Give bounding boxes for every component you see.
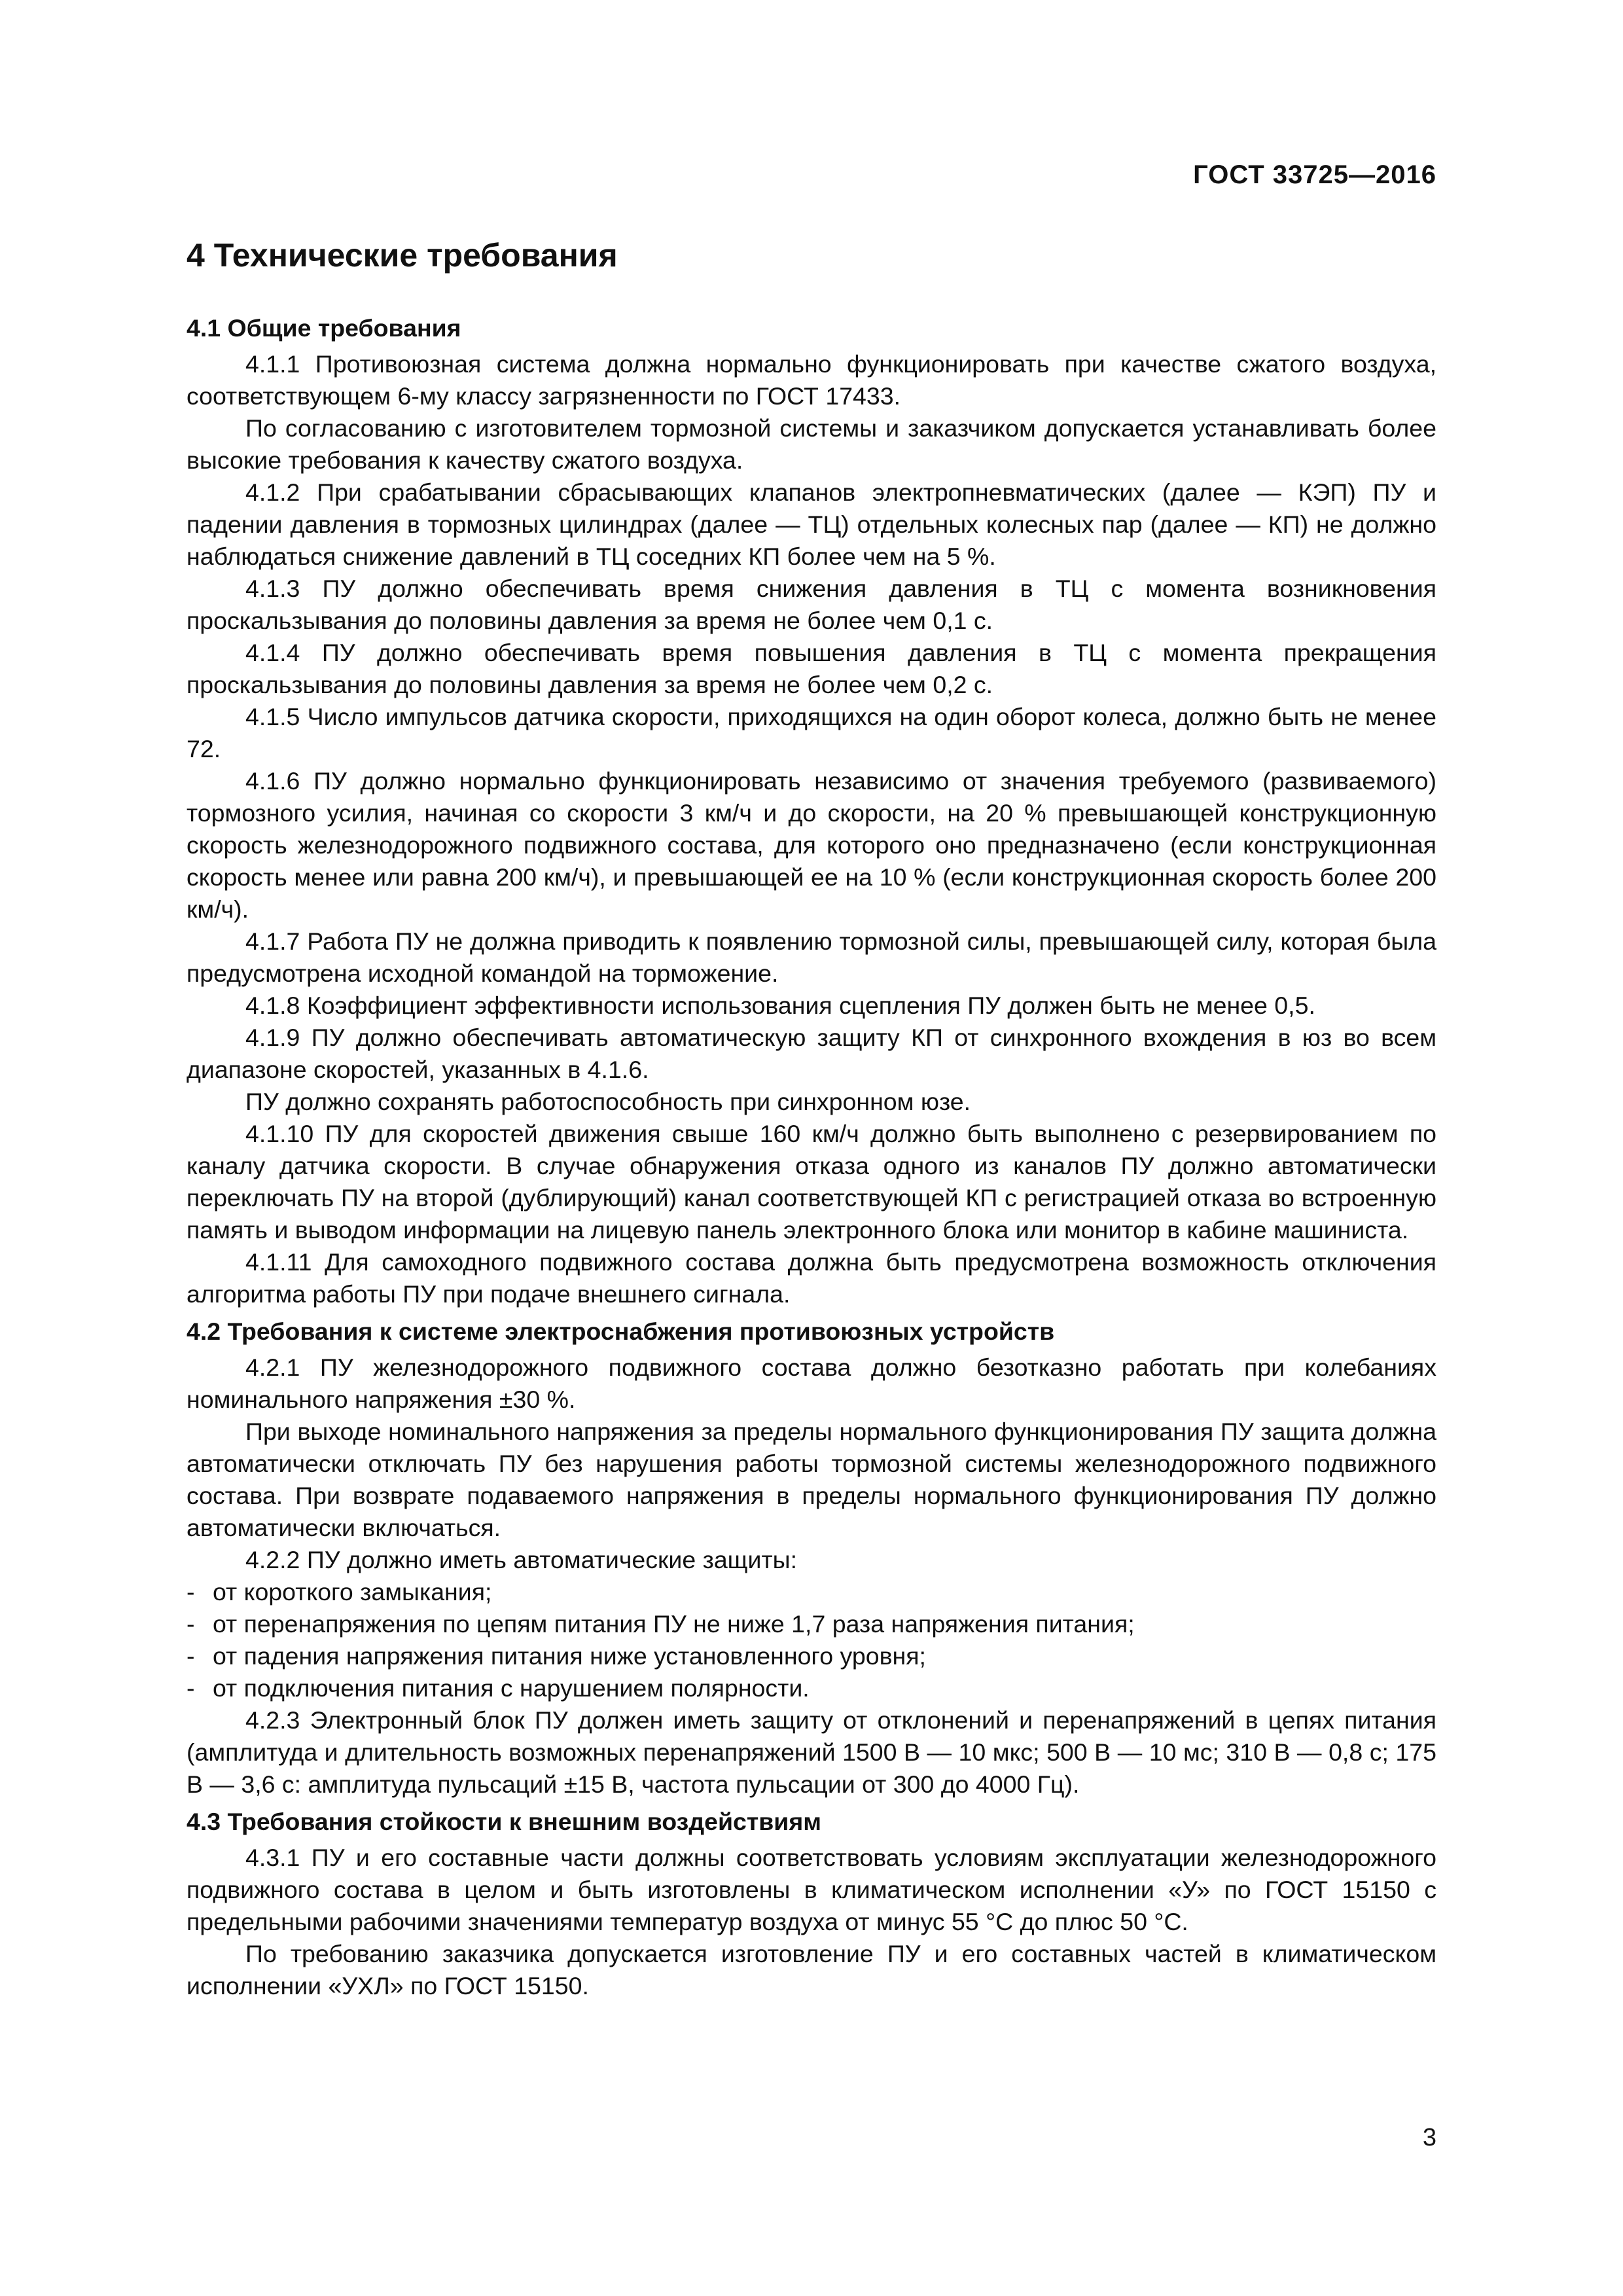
paragraph: По требованию заказчика допускается изготовление ПУ и его составных частей в климатическом исполнении «УХЛ» по ГОСТ 15150.	[187, 1940, 1436, 2000]
paragraph: 4.1.1 Противоюзная система должна нормально функционировать при качестве сжатого воздуха, соответствующем 6-му классу загрязненности по ГОСТ 17433.	[187, 350, 1436, 410]
paragraph: 4.1.5 Число импульсов датчика скорости, приходящихся на один оборот колеса, должно быть не менее 72.	[187, 703, 1436, 762]
paragraph: 4.1.10 ПУ для скоростей движения свыше 160 км/ч должно быть выполнено с резервированием по каналу датчика скорости. В случае обнаружения отказа одного из каналов ПУ должно автоматически переключать ПУ на второй (дублирующий) канал соответствующей КП с регистрацией отказа во встроенную память и выводом информации на лицевую панель электронного блока или монитор в кабине машиниста.	[187, 1120, 1436, 1244]
dash-marker: -	[187, 1674, 195, 1702]
subsection-4-3	[187, 1804, 1436, 2002]
list-item-text: от подключения питания с нарушением полярности.	[213, 1674, 810, 1702]
dash-marker: -	[187, 1578, 195, 1605]
list-item	[187, 1576, 1436, 1608]
subsection-title: 4.3 Требования стойкости к внешним воздействиям	[187, 1808, 821, 1835]
paragraph: При выходе номинального напряжения за пределы нормального функционирования ПУ защита должна автоматически отключать ПУ без нарушения работы тормозной системы железнодорожного подвижного состава. При возврате подаваемого напряжения в пределы нормального функционирования ПУ должно автоматически включаться.	[187, 1418, 1436, 1541]
paragraph: 4.1.7 Работа ПУ не должна приводить к появлению тормозной силы, превышающей силу, которая была предусмотрена исходной командой на торможение.	[187, 927, 1436, 987]
page-number: 3	[1422, 2124, 1436, 2151]
paragraph: 4.1.8 Коэффициент эффективности использования сцепления ПУ должен быть не менее 0,5.	[245, 992, 1315, 1019]
list-item-text: от короткого замыкания;	[213, 1578, 492, 1605]
list-item	[187, 1608, 1436, 1640]
section-title: 4 Технические требования	[187, 237, 618, 274]
paragraph: 4.2.3 Электронный блок ПУ должен иметь защиту от отклонений и перенапряжений в цепях питания (амплитуда и длительность возможных перенапряжений 1500 В — 10 мкс; 500 В — 10 мс; 310 В — 0,8 с; 175 В — 3,6 с: амплитуда пульсаций ±15 В, частота пульсации от 300 до 4000 Гц).	[187, 1706, 1436, 1798]
list-item-text: от падения напряжения питания ниже установленного уровня;	[213, 1642, 926, 1670]
paragraph: 4.2.1 ПУ железнодорожного подвижного состава должно безотказно работать при колебаниях номинального напряжения ±30 %.	[187, 1354, 1436, 1413]
paragraph: По согласованию с изготовителем тормозной системы и заказчиком допускается устанавливать более высокие требования к качеству сжатого воздуха.	[187, 414, 1436, 474]
subsection-title: 4.2 Требования к системе электроснабжения противоюзных устройств	[187, 1318, 1055, 1345]
page-content	[187, 229, 1436, 2002]
paragraph: ПУ должно сохранять работоспособность при синхронном юзе.	[245, 1088, 971, 1115]
dash-marker: -	[187, 1642, 195, 1670]
paragraph: 4.1.6 ПУ должно нормально функционировать независимо от значения требуемого (развиваемого) тормозного усилия, начиная со скорости 3 км/ч и до скорости, на 20 % превышающей конструкционную скорость железнодорожного подвижного состава, для которого оно предназначено (если конструкционная скорость менее или равна 200 км/ч), и превышающей ее на 10 % (если конструкционная скорость более 200 км/ч).	[187, 767, 1436, 923]
paragraph: 4.1.3 ПУ должно обеспечивать время снижения давления в ТЦ с момента возникновения проскальзывания до половины давления за время не более чем 0,1 с.	[187, 575, 1436, 634]
subsection-4-2	[187, 1314, 1436, 1801]
paragraph: 4.1.11 Для самоходного подвижного состава должна быть предусмотрена возможность отключения алгоритма работы ПУ при подаче внешнего сигнала.	[187, 1248, 1436, 1308]
dash-marker: -	[187, 1610, 195, 1638]
list-item-text: от перенапряжения по цепям питания ПУ не ниже 1,7 раза напряжения питания;	[213, 1610, 1135, 1638]
subsection-title: 4.1 Общие требования	[187, 314, 461, 342]
paragraph: 4.1.9 ПУ должно обеспечивать автоматическую защиту КП от синхронного вхождения в юз во всем диапазоне скоростей, указанных в 4.1.6.	[187, 1024, 1436, 1083]
paragraph: 4.3.1 ПУ и его составные части должны соответствовать условиям эксплуатации железнодорожного подвижного состава в целом и быть изготовлены в климатическом исполнении «У» по ГОСТ 15150 с предельными рабочими значениями температур воздуха от минус 55 °С до плюс 50 °С.	[187, 1844, 1436, 1935]
paragraph: 4.1.2 При срабатывании сбрасывающих клапанов электропневматических (далее — КЭП) ПУ и падении давления в тормозных цилиндрах (далее — ТЦ) отдельных колесных пар (далее — КП) не должно наблюдаться снижение давлений в ТЦ соседних КП более чем на 5 %.	[187, 478, 1436, 570]
list-item	[187, 1672, 1436, 1704]
paragraph: 4.2.2 ПУ должно иметь автоматические защиты:	[245, 1546, 798, 1573]
paragraph: 4.1.4 ПУ должно обеспечивать время повышения давления в ТЦ с момента прекращения проскальзывания до половины давления за время не более чем 0,2 с.	[187, 639, 1436, 698]
document-id-header: ГОСТ 33725—2016	[1193, 160, 1436, 189]
list-item	[187, 1640, 1436, 1672]
subsection-4-1	[187, 311, 1436, 1310]
